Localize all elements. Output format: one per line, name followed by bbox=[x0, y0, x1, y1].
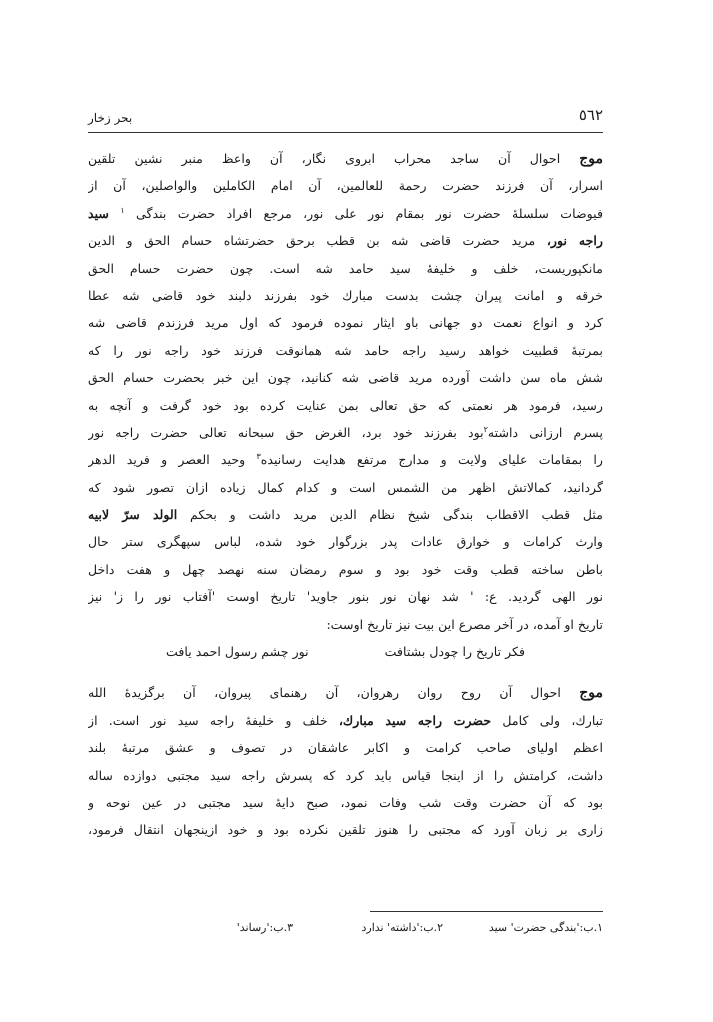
footnote-rule bbox=[370, 911, 603, 912]
text-line: را بمقامات علیای ولایت و مدارج مرتفع هدایت رسانیده$^٣$ وحید العصر و فرید الدهر bbox=[88, 452, 603, 468]
text-line: اعظم اولیای صاحب کرامت و اکابر عاشقان در تصوف و عشق مرتبهٔ بلند bbox=[88, 740, 603, 756]
footnote-mark: ٣ bbox=[256, 452, 261, 462]
text-line: فیوضات سلسلهٔ حضرت نور بمقام نور علی نور، مرجع افراد حضرت بندگی $^١$ سید bbox=[88, 205, 603, 221]
text-line: گردانید، کمالاتش اظهر من الشمس است و کدام کمال زیاده ازان تصور شود که bbox=[88, 479, 603, 495]
text-line: موج احوال آن روح روان رهروان، آن رهنمای پیروان، آن برگزیدهٔ الله bbox=[88, 685, 603, 702]
bold-phrase: الولد سرّ لابیه bbox=[88, 507, 178, 523]
footnote-2: ٢.ب:'داشته' ندارد bbox=[361, 921, 443, 934]
footnotes bbox=[88, 921, 603, 934]
text-line: باطن ساخته قطب وقت خود بود و سوم رمضان سنه نهصد چهل و هفت داخل bbox=[88, 561, 603, 577]
text-line: پسرم ارزانی داشته$^٢$بود بفرزند خود برد، الغرض حق سبحانه تعالی حضرت راجه نور bbox=[88, 424, 603, 440]
text-line: مثل قطب الاقطاب بندگی شیخ نظام الدین مرید داشت و بحکم الولد سرّ لابیه bbox=[88, 507, 603, 523]
footnote-3: ٣.ب:'رساند' bbox=[236, 921, 293, 934]
text-line: تاریخ او آمده، در آخر مصرع این بیت نیز تاریخ اوست: bbox=[326, 616, 603, 632]
text-line: مانکپوریست، خلف و خلیفهٔ سید حامد شه است. چون حضرت حسام الحق bbox=[88, 260, 603, 276]
text-line: شش ماه سن داشت آورده مرید قاضی شه کنانید، چون این خبر بحضرت حسام الحق bbox=[88, 370, 603, 386]
text-line: کرد و انواع نعمت دو جهانی باو ایثار نموده فرمود که اول مرید فرزندم قاضی شه bbox=[88, 315, 603, 331]
text-line: بود که آن حضرت وقت شب وفات نمود، صبح دایهٔ سید مجتبی در عین نوحه و bbox=[88, 794, 603, 810]
section-keyword: موج bbox=[579, 151, 603, 167]
text-line: داشت، کرامتش را از اینجا قیاس باید کرد که پسرش راجه سید مجتبی دوازده ساله bbox=[88, 767, 603, 783]
section-keyword: موج bbox=[579, 685, 603, 702]
footnote-1: ١.ب:'بندگی حضرت' سید bbox=[488, 921, 603, 934]
text-line: نور الهی گردید. ع: ' شد نهان نور بنور جاوید' تاریخ اوست 'آفتاب نور را ز' نیز bbox=[88, 589, 603, 605]
section-gap bbox=[88, 665, 603, 679]
bold-name: حضرت راجه سید مبارك، bbox=[338, 712, 492, 728]
bold-name: سید bbox=[88, 205, 109, 221]
footnote-mark: ١ bbox=[120, 205, 125, 215]
footnote-mark: ٢ bbox=[483, 424, 488, 434]
verse-second-hemistich: نور چشم رسول احمد یافت bbox=[165, 644, 309, 660]
page-number: ٥٦٢ bbox=[578, 106, 603, 124]
header-rule bbox=[88, 132, 603, 133]
main-text bbox=[88, 145, 603, 844]
text-line: وارث کرامات و خوارق عادات پدر بزرگوار خود شده، لباس سپهگری ستر حال bbox=[88, 534, 603, 550]
bold-name: راجه نور، bbox=[546, 233, 603, 249]
text-line: رسید، فرمود هر نعمتی که حق تعالی بمن عنایت کرده بود خود گرفت و آنچه به bbox=[88, 397, 603, 413]
verse bbox=[88, 638, 603, 665]
text-line: راجه نور، مرید حضرت قاضی شه بن قطب برحق حضرتشاه حسام الحق و الدین bbox=[88, 233, 603, 249]
text-line: تبارك، ولی کامل حضرت راجه سید مبارك، خلف و خلیفهٔ راجه سید نور است. از bbox=[88, 712, 603, 728]
text-line: اسرار، آن فرزند حضرت رحمة للعالمین، آن امام الکاملین والواصلین، آن از bbox=[88, 178, 603, 194]
text-line: زاری بر زبان آورد که مجتبی را هنوز تلقین نکرده بود و خود ازینجهان انتقال فرمود، bbox=[88, 822, 603, 838]
text-line: خرقه و امانت پیران چشت بدست مبارك خود بفرزند دلبند خود قاضی شه عطا bbox=[88, 287, 603, 303]
text-line: بمرتبهٔ قطبیت خواهد رسید راجه حامد شه همانوقت فرزند خود راجه نور را که bbox=[88, 342, 603, 358]
running-title: بحر زخار bbox=[88, 111, 133, 125]
verse-first-hemistich: فکر تاریخ را چودل بشتافت bbox=[384, 644, 526, 660]
text-line: موج احوال آن ساجد محراب ابروی نگار، آن واعظ منبر نشین تلقین bbox=[88, 151, 603, 167]
